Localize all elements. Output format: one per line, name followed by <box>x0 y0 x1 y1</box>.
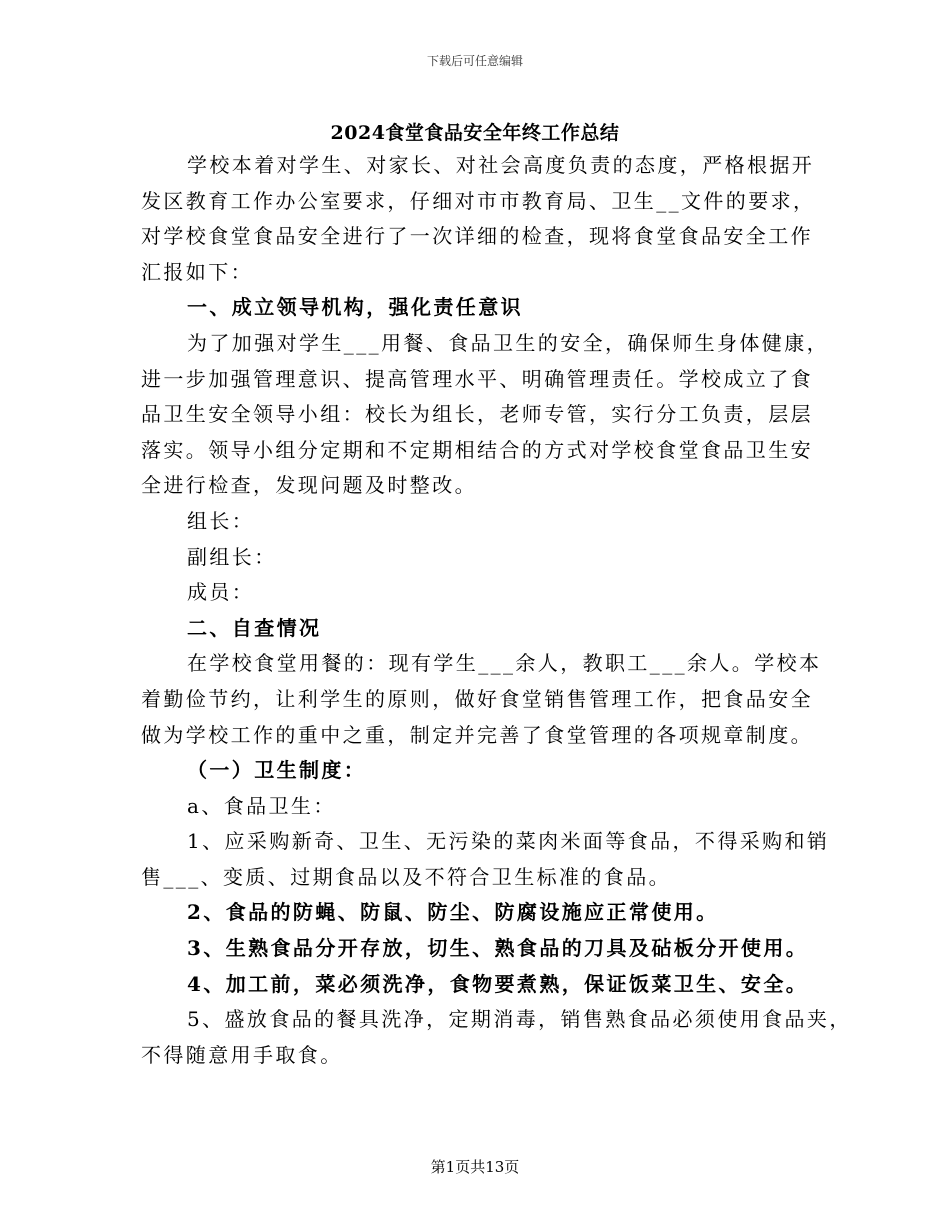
document-title: 2024食堂食品安全年终工作总结 <box>330 122 620 144</box>
paragraph-line: 在学校食堂用餐的：现有学生___余人，教职工___余人。学校本 <box>187 651 822 676</box>
paragraph-line: 发区教育工作办公室要求，仔细对市市教育局、卫生__文件的要求， <box>141 188 816 213</box>
paragraph-line: 对学校食堂食品安全进行了一次详细的检查，现将食堂食品安全工作 <box>141 224 813 249</box>
paragraph-line: 着勤俭节约，让利学生的原则，做好食堂销售管理工作，把食品安全 <box>141 686 813 711</box>
paragraph-line: 副组长： <box>187 544 277 569</box>
paragraph-line: 5、盛放食品的餐具洗净，定期消毒，销售熟食品必须使用食品夹， <box>187 1007 852 1032</box>
header-note: 下载后可任意编辑 <box>426 54 523 68</box>
section-heading-line: 一、成立领导机构，强化责任意识 <box>187 295 523 320</box>
section-heading-line: 2、食品的防蝇、防鼠、防尘、防腐设施应正常使用。 <box>187 900 719 925</box>
paragraph-line: 1、应采购新奇、卫生、无污染的菜肉米面等食品，不得采购和销 <box>187 829 830 854</box>
paragraph-line: 汇报如下： <box>141 259 253 284</box>
paragraph-line: 全进行检查，发现问题及时整改。 <box>141 473 477 498</box>
paragraph-line: 售___、变质、过期食品以及不符合卫生标准的食品。 <box>141 864 671 889</box>
document-body <box>141 148 852 1073</box>
paragraph-line: 品卫生安全领导小组：校长为组长，老师专管，实行分工负责，层层 <box>141 402 813 427</box>
paragraph-line: 组长： <box>187 508 255 533</box>
paragraph-line: a、食品卫生： <box>187 793 336 818</box>
page-footer: 第1页共13页 <box>430 1158 520 1176</box>
section-heading-line: 3、生熟食品分开存放，切生、熟食品的刀具及砧板分开使用。 <box>187 936 809 961</box>
section-heading-line: 二、自查情况 <box>187 615 322 640</box>
section-heading-line: （一）卫生制度： <box>187 758 367 783</box>
paragraph-line: 不得随意用手取食。 <box>141 1042 343 1067</box>
paragraph-line: 做为学校工作的重中之重，制定并完善了食堂管理的各项规章制度。 <box>141 722 813 747</box>
paragraph-line: 学校本着对学生、对家长、对社会高度负责的态度，严格根据开 <box>187 153 815 177</box>
paragraph-line: 进一步加强管理意识、提高管理水平、明确管理责任。学校成立了食 <box>141 366 813 391</box>
paragraph-line: 落实。领导小组分定期和不定期相结合的方式对学校食堂食品卫生安 <box>141 437 813 462</box>
section-heading-line: 4、加工前，菜必须洗净，食物要煮熟，保证饭菜卫生、安全。 <box>187 971 809 996</box>
paragraph-line: 成员： <box>187 580 255 605</box>
paragraph-line: 为了加强对学生___用餐、食品卫生的安全，确保师生身体健康， <box>187 330 829 355</box>
